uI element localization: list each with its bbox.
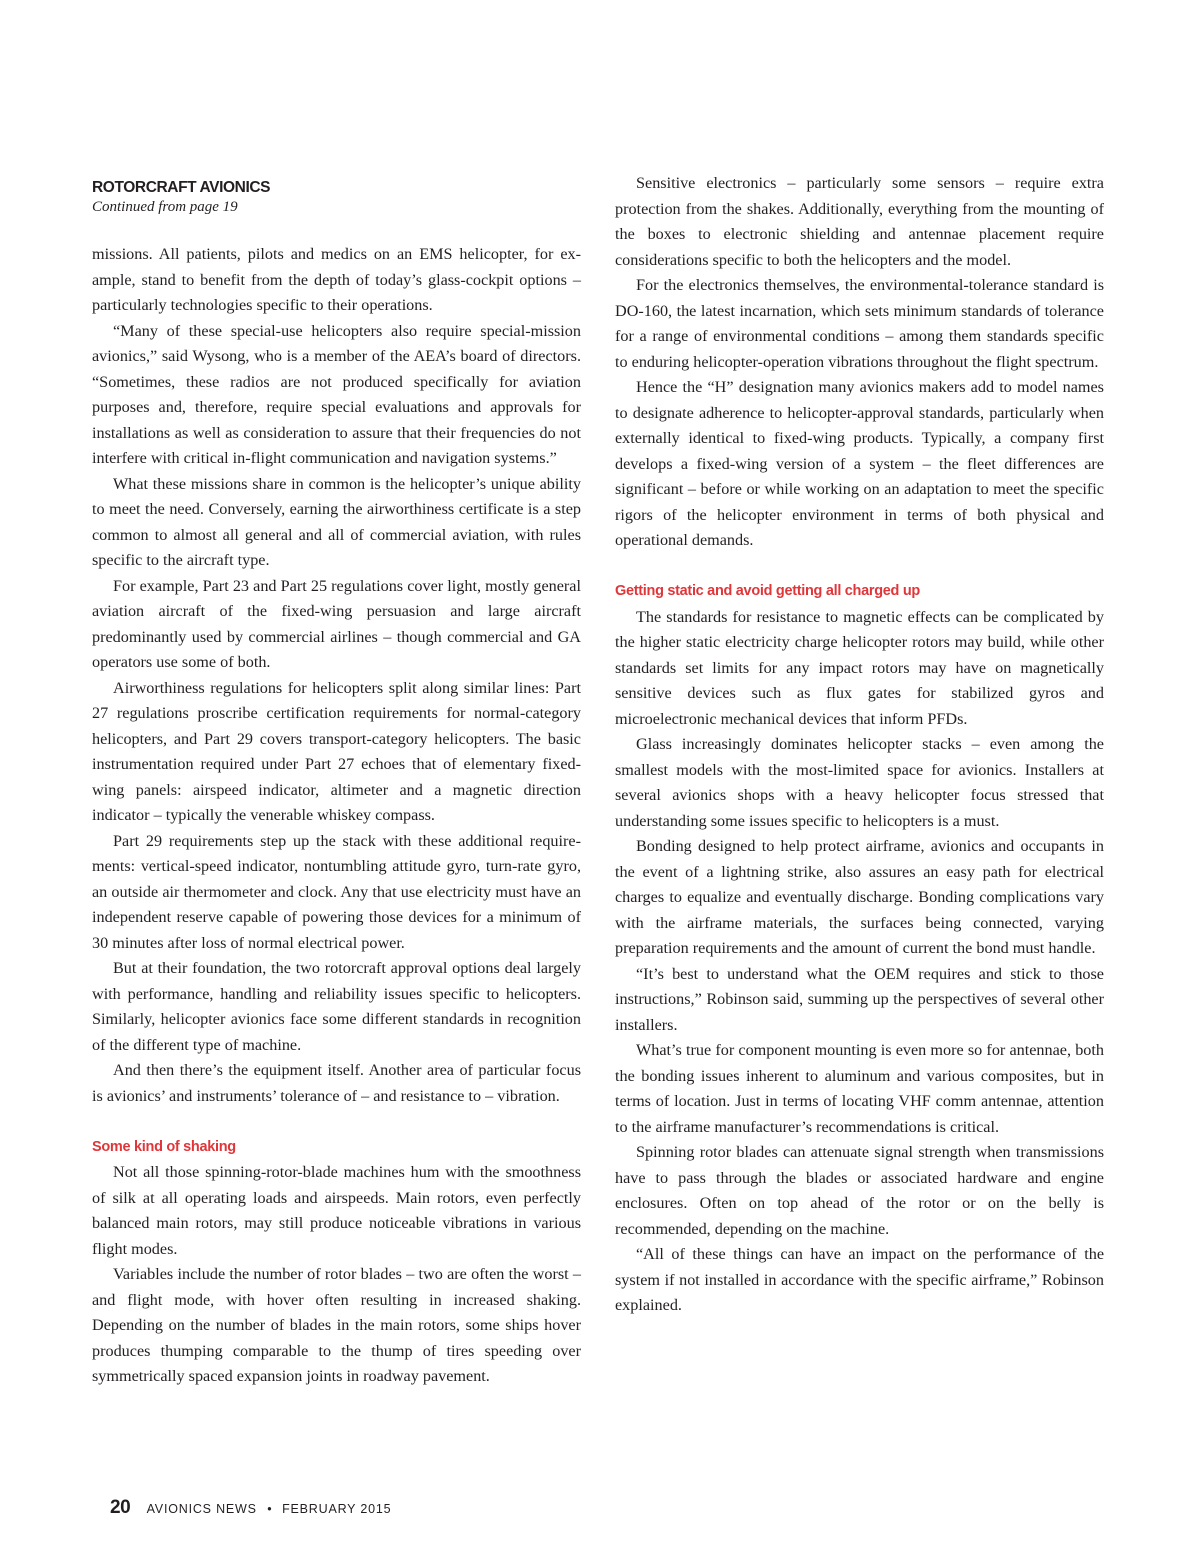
- continued-note: Continued from page 19: [92, 199, 238, 215]
- page-footer: [110, 1497, 391, 1519]
- body-paragraph: What’s true for component mounting is even more so for antennae, both the bonding issues inherent to aluminum and various composites, but in terms of location. Just in terms of locating VHF comm antennae, attention to the airframe manufacturer’s recommendations is critical.: [615, 1041, 1104, 1136]
- body-paragraph: And then there’s the equipment itself. Another area of particular focus is avionics’ and instruments’ tolerance of – and resistance to – vibration.: [92, 1061, 581, 1105]
- body-paragraph: “Many of these special-use helicopters also require special-mission avionics,” said Wysong, who is a member of the AEA’s board of directors. “Sometimes, these radios are not produced specifically for aviation purposes and, therefore, require special evaluations and approvals for installations as well as consideration to assure that their frequencies do not interfere with critical in-flight communication and navigation systems.”: [92, 321, 581, 467]
- body-paragraph: Not all those spinning-rotor-blade machines hum with the smoothness of silk at all operating loads and airspeeds. Main rotors, even perfectly balanced main rotors, may still produce noticeable vibrations in various flight modes.: [92, 1163, 581, 1258]
- body-paragraph: But at their foundation, the two rotorcraft approval options deal largely with performance, handling and reliability issues specific to helicopters. Similarly, helicopter avionics face some different standards in recognition of the different type of machine.: [92, 959, 581, 1054]
- body-paragraph: The standards for resistance to magnetic effects can be complicated by the higher static electricity charge helicopter rotors may build, while other standards set limits for any impact rotors may have on magnetically sensitive devices such as flux gates for stabilized gyros and microelectronic mechanical devices that inform PFDs.: [615, 607, 1104, 728]
- footer-bullet: •: [267, 1502, 272, 1516]
- body-paragraph: Variables include the number of rotor blades – two are often the worst – and flight mode, with hover often resulting in increased shaking. Depending on the number of blades in the main rotors, some ships hover produces thumping comparable to the thump of tires speeding over symmetrically spaced expansion joints in roadway pavement.: [92, 1265, 581, 1385]
- body-paragraph: Part 29 requirements step up the stack with these additional requirements: vertical-speed indicator, nontumbling attitude gyro, turn-rate gyro, an outside air thermometer and clock. Any that use electricity must have an independent reserve capable of powering those devices for a minimum of 30 minutes after loss of normal electrical power.: [92, 831, 581, 952]
- body-paragraph: Airworthiness regulations for helicopters split along similar lines: Part 27 regulations proscribe certification requirements for normal-category helicopters, and Part 29 covers transport-category helicopters. The basic instrumentation required under Part 27 echoes that of elementary fixed-wing panels: airspeed indicator, altimeter and a magnetic direction indicator – typically the venerable whiskey compass.: [92, 678, 581, 824]
- section-label: ROTORCRAFT AVIONICS: [92, 179, 271, 196]
- left-column: [92, 171, 581, 1390]
- body-paragraph: What these missions share in common is the helicopter’s unique ability to meet the need. Conversely, earning the airworthiness certificate is a step common to almost all general and all of commercial aviation, with rules specific to the aircraft type.: [92, 474, 581, 569]
- body-paragraph: Sensitive electronics – particularly some sensors – require extra protection from the shakes. Additionally, everything from the mounting of the boxes to electronic shielding and antennae placement require considerations specific to both the helicopters and the model.: [615, 174, 1104, 269]
- body-paragraph: Hence the “H” designation many avionics makers add to model names to designate adherence to helicopter-approval standards, particularly when externally identical to fixed-wing products. Typically, a company first develops a fixed-wing version of a system – the fleet differences are significant – before or while working on an adaptation to meet the specific rigors of the helicopter environment in terms of both physical and operational demands.: [615, 378, 1104, 549]
- subhead-static: Getting static and avoid getting all charged up: [615, 583, 920, 599]
- right-column: [615, 171, 1104, 1319]
- body-paragraph: “It’s best to understand what the OEM requires and stick to those instructions,” Robinson said, summing up the perspectives of several other installers.: [615, 964, 1104, 1034]
- body-paragraph: Spinning rotor blades can attenuate signal strength when transmissions have to pass through the blades or associated hardware and engine enclosures. Often on top ahead of the rotor or on the belly is recommended, depending on the machine.: [615, 1143, 1104, 1238]
- body-paragraph: missions. All patients, pilots and medics on an EMS helicopter, for example, stand to benefit from the depth of today’s glass-cockpit options – particularly technologies specific to their operations.: [92, 245, 581, 314]
- subhead-shaking: Some kind of shaking: [92, 1138, 236, 1155]
- body-paragraph: For the electronics themselves, the environmental-tolerance standard is DO-160, the latest incarnation, which sets minimum standards of tolerance for a range of environmental conditions – among them standards specific to enduring helicopter-operation vibrations throughout the flight spectrum.: [615, 276, 1104, 371]
- body-paragraph: Glass increasingly dominates helicopter stacks – even among the smallest models with the most-limited space for avionics. Installers at several avionics shops with a heavy helicopter focus stressed that understanding some issues specific to helicopters is a must.: [615, 735, 1104, 830]
- body-paragraph: For example, Part 23 and Part 25 regulations cover light, mostly general aviation aircraft of the fixed-wing persuasion and large aircraft predominantly used by commercial airlines – though commercial and GA operators use some of both.: [92, 576, 581, 671]
- page-number: 20: [110, 1497, 131, 1518]
- publication-name: AVIONICS NEWS: [146, 1502, 257, 1516]
- body-paragraph: “All of these things can have an impact on the performance of the system if not installed in accordance with the specific airframe,” Robinson explained.: [615, 1245, 1104, 1314]
- issue-date: FEBRUARY 2015: [282, 1502, 392, 1516]
- body-paragraph: Bonding designed to help protect airframe, avionics and occupants in the event of a lightning strike, also assures an easy path for electrical charges to equalize and eventually discharge. Bonding complications vary with the airframe materials, the surfaces being connected, varying preparation requirements and the amount of current the bond must handle.: [615, 837, 1104, 957]
